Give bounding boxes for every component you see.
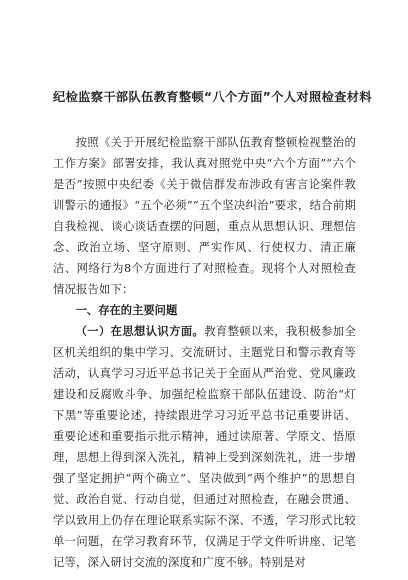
subsection-heading-thinking: （一）在思想认识方面。 <box>75 325 205 338</box>
document-title: 纪检监察干部队伍教育整顿“八个方面”个人对照检查材料 <box>53 90 372 104</box>
subsection-paragraph-thinking <box>53 321 356 573</box>
section-heading-problems: 一、存在的主要问题 <box>75 304 178 317</box>
intro-paragraph: 按照《关于开展纪检监察干部队伍教育整顿检视整治的工作方案》部署安排，我认真对照党中央“六个方面”“六个是否”按照中央纪委《关于微信群发布涉政有害言论案件教训警示的通报》“五个必须”“五个坚决纠治”要求，结合前期自我检视、谈心谈话查摆的问题，重点从思想认识、理想信念、政治立场、坚守原则、严实作风、行使权力、清正廉洁、网络行为8个方面进行了对照检查。现将个人对照检查情况报告如下： <box>53 136 356 296</box>
subsection-body-thinking: 教育整顿以来，我积极参加全区机关组织的集中学习、交流研讨、主题党日和警示教育等活动，认真学习习近平总书记关于全面从严治党、党风廉政建设和反腐败斗争、加强纪检监察干部队伍建设、防治“灯下黑”等重要论述，持续跟进学习习近平总书记重要讲话、重要论述和重要指示批示精神，通过读原著、学原文、悟原理，思想上得到深入洗礼，精神上受到深刻洗礼，进一步增强了坚定拥护“两个确立”、坚决做到“两个维护”的思想自觉、政治自觉、行动自觉，但通过对照检查，在融会贯通、学以致用上仍存在理论联系实际不深、不透，学习形式比较单一问题，在学习教育环节，仅满足于学文件听讲座、记笔记等，深入研讨交流的深度和广度不够。特别是对 <box>53 325 356 569</box>
